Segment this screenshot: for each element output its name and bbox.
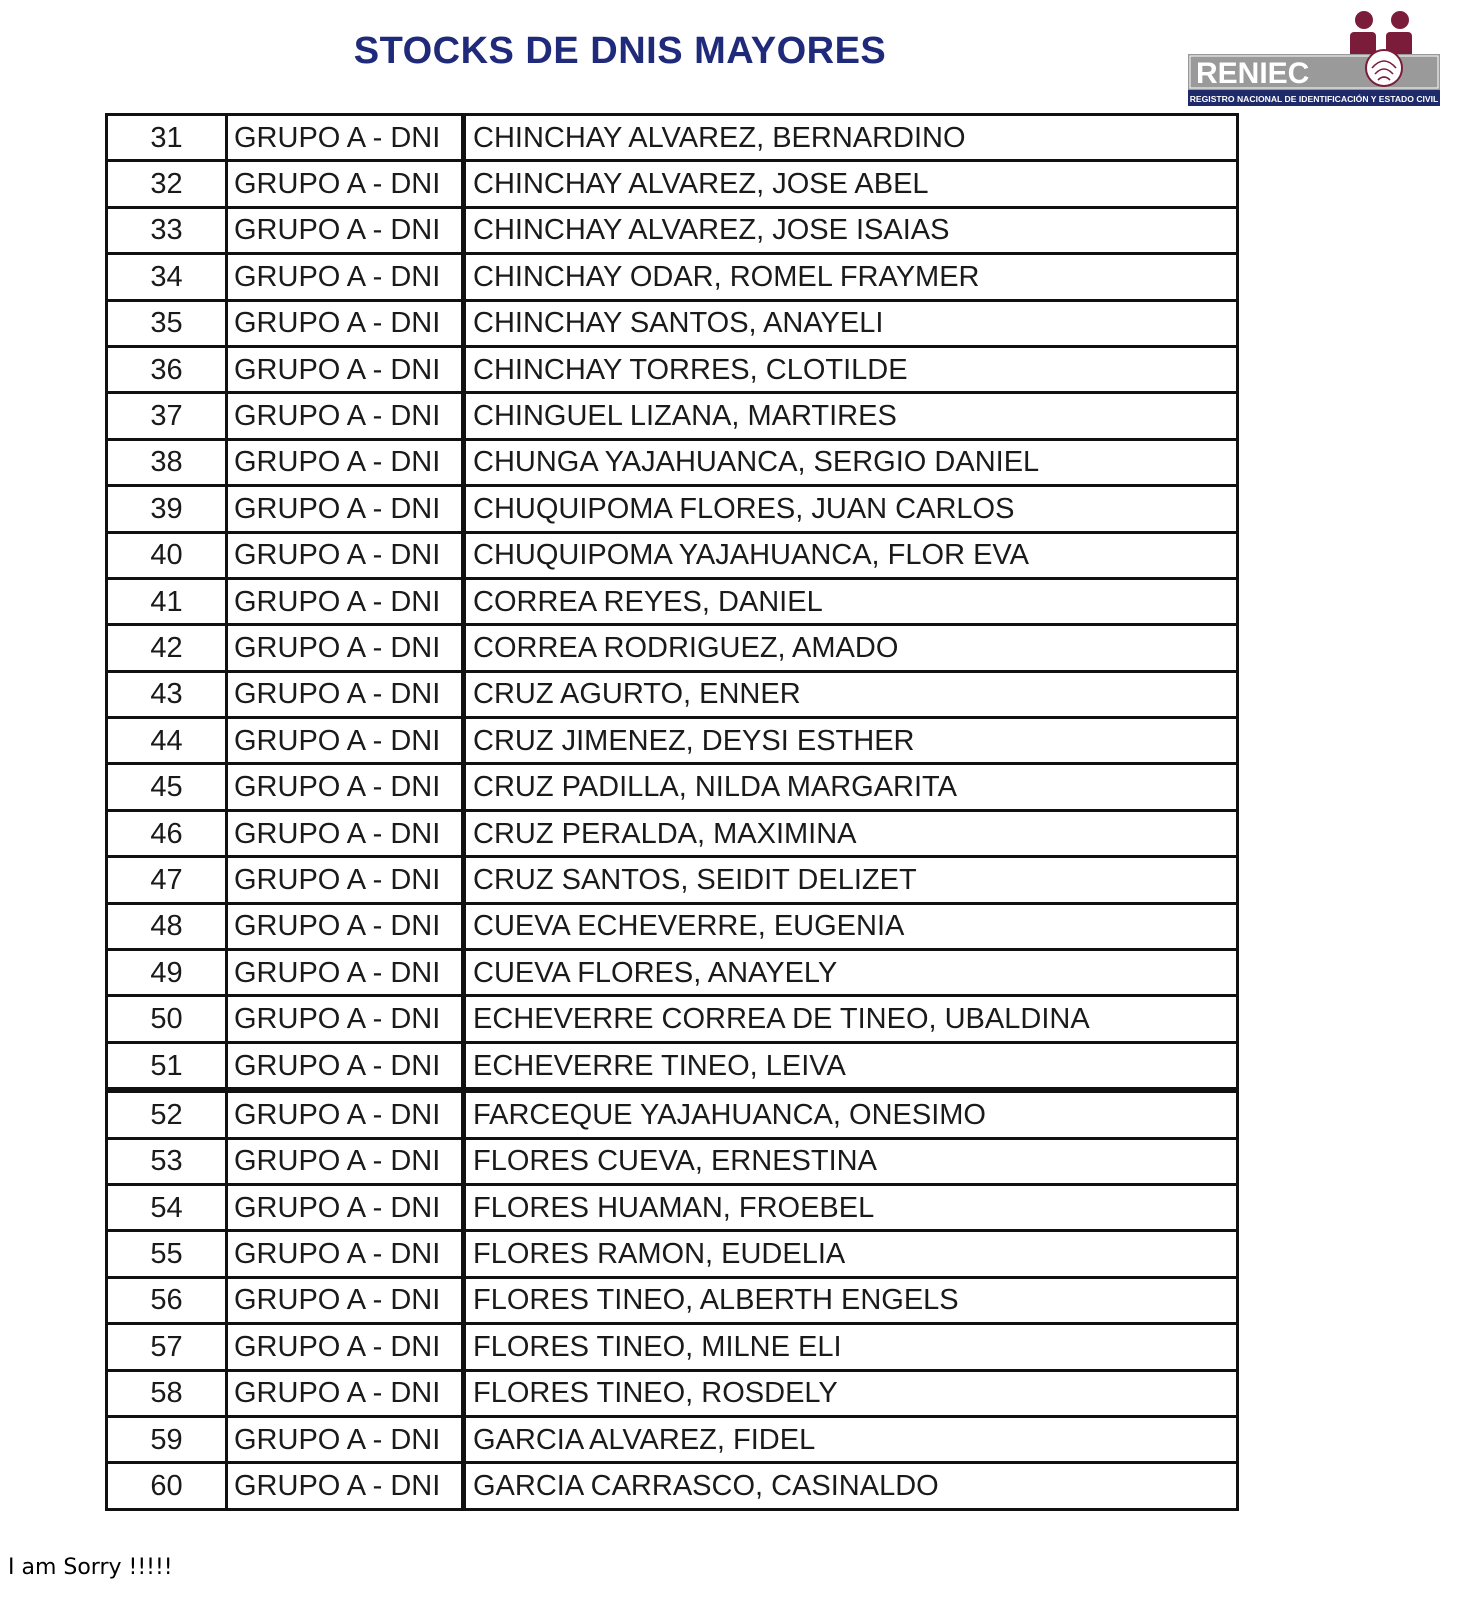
table-row — [107, 857, 1238, 903]
row-name: CHUQUIPOMA FLORES, JUAN CARLOS — [464, 486, 1238, 532]
table-row — [107, 254, 1238, 300]
row-number: 47 — [107, 857, 227, 903]
row-name: FLORES CUEVA, ERNESTINA — [464, 1138, 1238, 1184]
table-row — [107, 578, 1238, 624]
row-group: GRUPO A - DNI — [227, 161, 464, 207]
row-name: ECHEVERRE CORREA DE TINEO, UBALDINA — [464, 996, 1238, 1042]
row-group: GRUPO A - DNI — [227, 300, 464, 346]
row-name: CHINCHAY ALVAREZ, JOSE ISAIAS — [464, 207, 1238, 253]
reniec-logo — [1188, 8, 1448, 110]
row-group: GRUPO A - DNI — [227, 1090, 464, 1138]
row-group: GRUPO A - DNI — [227, 1138, 464, 1184]
row-name: ECHEVERRE TINEO, LEIVA — [464, 1042, 1238, 1090]
row-number: 39 — [107, 486, 227, 532]
row-name: CHUQUIPOMA YAJAHUANCA, FLOR EVA — [464, 532, 1238, 578]
row-number: 42 — [107, 625, 227, 671]
row-group: GRUPO A - DNI — [227, 393, 464, 439]
table-row — [107, 300, 1238, 346]
row-group: GRUPO A - DNI — [227, 625, 464, 671]
row-name: CHINCHAY SANTOS, ANAYELI — [464, 300, 1238, 346]
row-number: 51 — [107, 1042, 227, 1090]
table-row — [107, 1042, 1238, 1090]
logo-text: RENIEC — [1196, 57, 1310, 90]
row-group: GRUPO A - DNI — [227, 718, 464, 764]
table-row — [107, 1324, 1238, 1370]
row-number: 41 — [107, 578, 227, 624]
row-name: FARCEQUE YAJAHUANCA, ONESIMO — [464, 1090, 1238, 1138]
row-number: 45 — [107, 764, 227, 810]
row-number: 38 — [107, 439, 227, 485]
row-number: 59 — [107, 1416, 227, 1462]
row-number: 57 — [107, 1324, 227, 1370]
row-name: CHINCHAY ALVAREZ, JOSE ABEL — [464, 161, 1238, 207]
row-group: GRUPO A - DNI — [227, 903, 464, 949]
row-group: GRUPO A - DNI — [227, 578, 464, 624]
table-row — [107, 1231, 1238, 1277]
row-number: 54 — [107, 1184, 227, 1230]
row-name: FLORES RAMON, EUDELIA — [464, 1231, 1238, 1277]
table-row — [107, 115, 1238, 161]
table-row — [107, 671, 1238, 717]
table-row — [107, 439, 1238, 485]
row-group: GRUPO A - DNI — [227, 950, 464, 996]
table-row — [107, 1416, 1238, 1462]
table-row — [107, 393, 1238, 439]
row-name: GARCIA ALVAREZ, FIDEL — [464, 1416, 1238, 1462]
table-row — [107, 1463, 1238, 1509]
row-name: FLORES TINEO, MILNE ELI — [464, 1324, 1238, 1370]
footer-note: I am Sorry !!!!! — [8, 1555, 173, 1580]
table-row — [107, 950, 1238, 996]
table-row — [107, 625, 1238, 671]
table-row — [107, 346, 1238, 392]
row-group: GRUPO A - DNI — [227, 1042, 464, 1090]
row-number: 34 — [107, 254, 227, 300]
row-number: 32 — [107, 161, 227, 207]
row-group: GRUPO A - DNI — [227, 1324, 464, 1370]
row-group: GRUPO A - DNI — [227, 1463, 464, 1509]
row-number: 37 — [107, 393, 227, 439]
dni-stock-table — [105, 113, 1236, 1511]
row-name: CORREA RODRIGUEZ, AMADO — [464, 625, 1238, 671]
row-group: GRUPO A - DNI — [227, 996, 464, 1042]
row-name: CHINCHAY ODAR, ROMEL FRAYMER — [464, 254, 1238, 300]
row-number: 58 — [107, 1370, 227, 1416]
row-name: CORREA REYES, DANIEL — [464, 578, 1238, 624]
row-name: CRUZ PERALDA, MAXIMINA — [464, 810, 1238, 856]
row-group: GRUPO A - DNI — [227, 810, 464, 856]
row-group: GRUPO A - DNI — [227, 1184, 464, 1230]
row-group: GRUPO A - DNI — [227, 346, 464, 392]
table-row — [107, 532, 1238, 578]
row-name: CHINGUEL LIZANA, MARTIRES — [464, 393, 1238, 439]
row-number: 60 — [107, 1463, 227, 1509]
table-row — [107, 764, 1238, 810]
row-name: FLORES TINEO, ROSDELY — [464, 1370, 1238, 1416]
row-number: 31 — [107, 115, 227, 161]
row-name: CRUZ SANTOS, SEIDIT DELIZET — [464, 857, 1238, 903]
row-number: 56 — [107, 1277, 227, 1323]
row-number: 50 — [107, 996, 227, 1042]
table-row — [107, 1090, 1238, 1138]
row-name: FLORES TINEO, ALBERTH ENGELS — [464, 1277, 1238, 1323]
row-group: GRUPO A - DNI — [227, 532, 464, 578]
row-group: GRUPO A - DNI — [227, 207, 464, 253]
row-name: CRUZ AGURTO, ENNER — [464, 671, 1238, 717]
row-name: CHINCHAY ALVAREZ, BERNARDINO — [464, 115, 1238, 161]
row-name: CHUNGA YAJAHUANCA, SERGIO DANIEL — [464, 439, 1238, 485]
row-group: GRUPO A - DNI — [227, 857, 464, 903]
row-name: FLORES HUAMAN, FROEBEL — [464, 1184, 1238, 1230]
table-row — [107, 161, 1238, 207]
page-title: STOCKS DE DNIS MAYORES — [353, 30, 887, 72]
row-group: GRUPO A - DNI — [227, 1370, 464, 1416]
row-group: GRUPO A - DNI — [227, 254, 464, 300]
row-number: 43 — [107, 671, 227, 717]
row-group: GRUPO A - DNI — [227, 486, 464, 532]
row-number: 33 — [107, 207, 227, 253]
row-name: CUEVA FLORES, ANAYELY — [464, 950, 1238, 996]
row-name: CUEVA ECHEVERRE, EUGENIA — [464, 903, 1238, 949]
row-number: 36 — [107, 346, 227, 392]
row-group: GRUPO A - DNI — [227, 1231, 464, 1277]
row-group: GRUPO A - DNI — [227, 671, 464, 717]
table-row — [107, 1184, 1238, 1230]
row-group: GRUPO A - DNI — [227, 115, 464, 161]
row-number: 40 — [107, 532, 227, 578]
row-name: CRUZ PADILLA, NILDA MARGARITA — [464, 764, 1238, 810]
table-row — [107, 718, 1238, 764]
row-number: 55 — [107, 1231, 227, 1277]
row-number: 53 — [107, 1138, 227, 1184]
logo-subtitle: REGISTRO NACIONAL DE IDENTIFICACIÓN Y ESTADO CIVIL — [1189, 94, 1439, 104]
table-row — [107, 207, 1238, 253]
row-name: CRUZ JIMENEZ, DEYSI ESTHER — [464, 718, 1238, 764]
table-row — [107, 996, 1238, 1042]
row-number: 35 — [107, 300, 227, 346]
row-group: GRUPO A - DNI — [227, 764, 464, 810]
row-number: 44 — [107, 718, 227, 764]
table-row — [107, 903, 1238, 949]
table-row — [107, 1138, 1238, 1184]
row-name: CHINCHAY TORRES, CLOTILDE — [464, 346, 1238, 392]
row-number: 46 — [107, 810, 227, 856]
row-group: GRUPO A - DNI — [227, 1277, 464, 1323]
row-group: GRUPO A - DNI — [227, 439, 464, 485]
table-row — [107, 810, 1238, 856]
row-number: 52 — [107, 1090, 227, 1138]
row-number: 49 — [107, 950, 227, 996]
row-number: 48 — [107, 903, 227, 949]
row-name: GARCIA CARRASCO, CASINALDO — [464, 1463, 1238, 1509]
table-row — [107, 486, 1238, 532]
table-row — [107, 1277, 1238, 1323]
table-row — [107, 1370, 1238, 1416]
row-group: GRUPO A - DNI — [227, 1416, 464, 1462]
